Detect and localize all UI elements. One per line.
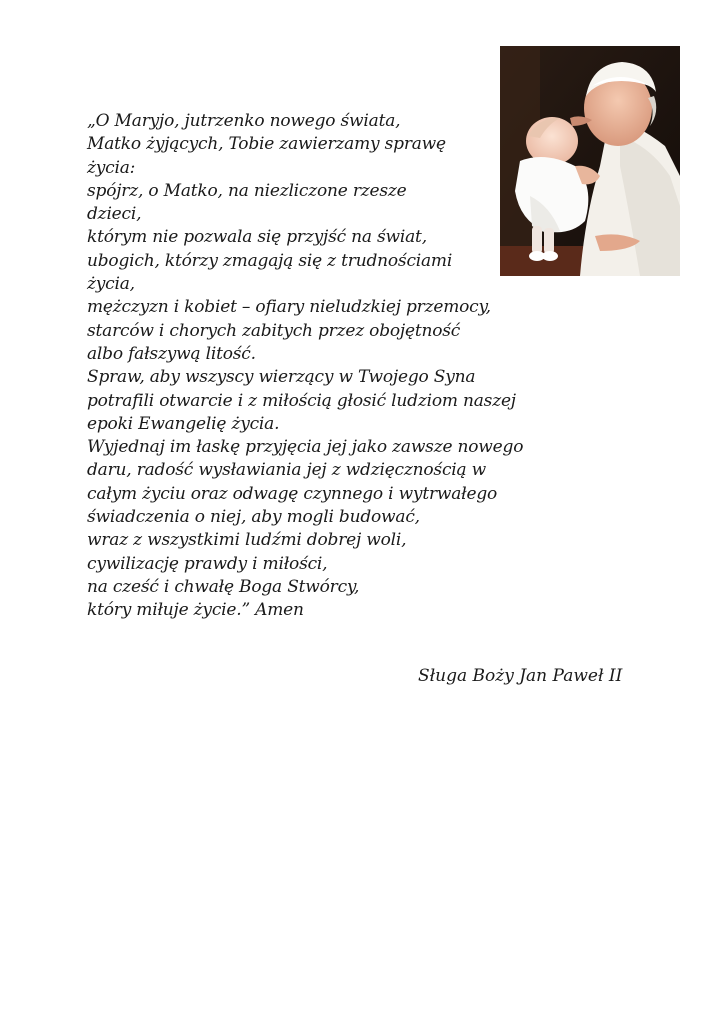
prayer-line: spójrz, o Matko, na niezliczone rzesze <box>87 180 407 201</box>
prayer-line: życia: <box>87 157 136 178</box>
prayer-line: świadczenia o niej, aby mogli budować, <box>87 507 420 528</box>
prayer-line: „O Maryjo, jutrzenko nowego świata, <box>87 111 401 131</box>
prayer-text <box>87 110 567 623</box>
prayer-line: albo fałszywą litość. <box>87 343 256 364</box>
prayer-line: Matko żyjących, Tobie zawierzamy sprawę <box>87 134 446 155</box>
prayer-line: mężczyzn i kobiet – ofiary nieludzkiej przemocy, <box>87 297 491 318</box>
signature: Sługa Boży Jan Paweł II <box>418 666 623 686</box>
prayer-line: epoki Ewangelię życia. <box>87 413 280 434</box>
prayer-line: na cześć i chwałę Boga Stwórcy, <box>87 576 360 597</box>
prayer-line: który miłuje życie.” Amen <box>87 600 304 621</box>
prayer-line: wraz z wszystkimi ludźmi dobrej woli, <box>87 530 407 551</box>
prayer-line: życia, <box>87 274 135 295</box>
prayer-line: którym nie pozwala się przyjść na świat, <box>87 227 427 248</box>
prayer-line: całym życiu oraz odwagę czynnego i wytrwałego <box>87 483 498 504</box>
prayer-line: Wyjednaj im łaskę przyjęcia jej jako zawsze nowego <box>87 437 524 458</box>
prayer-line: daru, radość wysławiania jej z wdzięcznością w <box>87 460 486 481</box>
prayer-line: ubogich, którzy zmagają się z trudnościami <box>87 250 453 271</box>
prayer-line: cywilizację prawdy i miłości, <box>87 553 328 574</box>
prayer-line: starców i chorych zabitych przez obojętność <box>87 320 461 341</box>
prayer-line: potrafili otwarcie i z miłością głosić ludziom naszej <box>87 390 516 411</box>
prayer-line: Spraw, aby wszyscy wierzący w Twojego Syna <box>87 367 476 388</box>
prayer-line: dzieci, <box>87 204 142 225</box>
